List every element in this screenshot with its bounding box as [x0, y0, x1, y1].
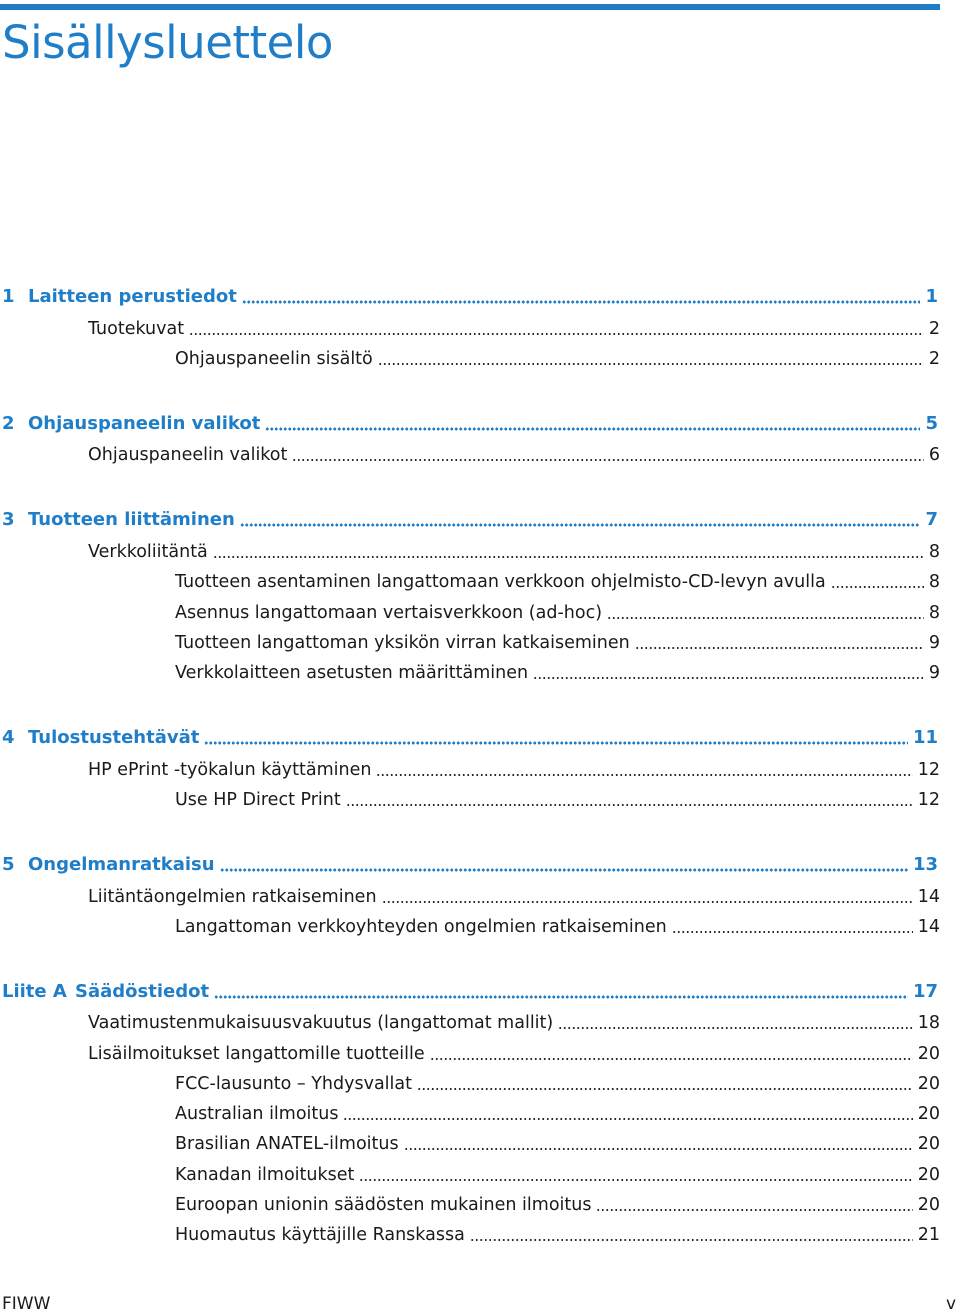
dot-leader	[213, 541, 924, 559]
dot-leader	[204, 727, 908, 745]
toc-entry-title: Tuotekuvat	[88, 319, 185, 339]
top-rule	[0, 4, 940, 10]
toc-entry-title: HP ePrint -työkalun käyttäminen	[88, 760, 372, 780]
dot-leader	[265, 413, 920, 431]
dot-leader	[378, 348, 924, 366]
toc-chapter-entry[interactable]	[2, 284, 938, 310]
toc-chapter-number: Liite A	[2, 981, 67, 1002]
toc-entry-title: FCC-lausunto – Yhdysvallat	[175, 1074, 412, 1094]
page-title: Sisällysluettelo	[2, 16, 333, 69]
dot-leader	[417, 1073, 913, 1091]
toc-page-number: 13	[912, 854, 938, 875]
footer-left: FIWW	[2, 1294, 51, 1314]
toc-entry-title: Kanadan ilmoitukset	[175, 1165, 355, 1185]
toc-entry-title: Euroopan unionin säädösten mukainen ilmoitus	[175, 1195, 592, 1215]
toc-page-number: 8	[928, 603, 940, 623]
dot-leader	[220, 854, 908, 872]
toc-entry-title: Australian ilmoitus	[175, 1104, 339, 1124]
toc-chapter-title: Laitteen perustiedot	[28, 286, 237, 307]
dot-leader	[359, 1164, 912, 1182]
toc-chapter-title: Ohjauspaneelin valikot	[28, 413, 261, 434]
toc-chapter-number: 3	[2, 509, 15, 530]
toc-entry[interactable]	[175, 1131, 940, 1157]
dot-leader	[292, 444, 923, 462]
toc-page-number: 20	[917, 1134, 940, 1154]
toc-entry[interactable]	[175, 1192, 940, 1218]
toc-chapter-title: Säädöstiedot	[75, 981, 210, 1002]
toc-page-number: 20	[917, 1044, 940, 1064]
toc-chapter-entry[interactable]	[2, 852, 938, 878]
dot-leader	[470, 1224, 913, 1242]
toc-entry-title: Huomautus käyttäjille Ranskassa	[175, 1225, 465, 1245]
toc-chapter-heading	[2, 852, 215, 878]
toc-page-number: 18	[917, 1013, 940, 1033]
dot-leader	[672, 916, 913, 934]
toc-entry-title: Tuotteen langattoman yksikön virran katkaiseminen	[175, 633, 630, 653]
toc-entry[interactable]	[175, 569, 940, 595]
dot-leader	[635, 632, 924, 650]
toc-entry[interactable]	[175, 787, 940, 813]
toc-entry[interactable]	[88, 442, 940, 468]
footer-page-number: v	[945, 1294, 956, 1314]
toc-entry[interactable]	[88, 1041, 940, 1067]
toc-page-number: 20	[917, 1104, 940, 1124]
toc-entry[interactable]	[88, 539, 940, 565]
toc-entry[interactable]	[175, 346, 940, 372]
toc-page-number: 21	[917, 1225, 940, 1245]
toc-entry-title: Ohjauspaneelin valikot	[88, 445, 288, 465]
toc-chapter-heading	[2, 979, 209, 1005]
toc-entry-title: Asennus langattomaan vertaisverkkoon (ad-hoc)	[175, 603, 603, 623]
toc-page-number: 11	[912, 727, 938, 748]
toc-entry-title: Verkkoliitäntä	[88, 542, 208, 562]
toc-page-number: 14	[917, 917, 940, 937]
dot-leader	[607, 602, 924, 620]
toc-entry[interactable]	[175, 1101, 940, 1127]
toc-chapter-number: 2	[2, 413, 15, 434]
toc-entry[interactable]	[175, 1222, 940, 1248]
toc-entry[interactable]	[175, 660, 940, 686]
dot-leader	[831, 571, 924, 589]
toc-entry[interactable]	[175, 914, 940, 940]
toc-page-number: 5	[925, 413, 938, 434]
toc-chapter-title: Ongelmanratkaisu	[28, 854, 215, 875]
toc-entry-title: Vaatimustenmukaisuusvakuutus (langattomat mallit)	[88, 1013, 554, 1033]
toc-page-number: 8	[928, 572, 940, 592]
toc-chapter-number: 5	[2, 854, 15, 875]
toc-entry[interactable]	[88, 316, 940, 342]
toc-entry-title: Ohjauspaneelin sisältö	[175, 349, 373, 369]
toc-chapter-heading	[2, 284, 237, 310]
toc-page-number: 8	[928, 542, 940, 562]
dot-leader	[533, 662, 924, 680]
toc-entry-title: Brasilian ANATEL-ilmoitus	[175, 1134, 399, 1154]
toc-chapter-heading	[2, 725, 199, 751]
dot-leader	[376, 759, 912, 777]
toc-page-number: 2	[928, 319, 940, 339]
dot-leader	[430, 1043, 913, 1061]
toc-page-number: 9	[928, 633, 940, 653]
toc-page-number: 7	[925, 509, 938, 530]
dot-leader	[404, 1133, 913, 1151]
toc-entry[interactable]	[88, 757, 940, 783]
toc-page-number: 14	[917, 887, 940, 907]
toc-entry-title: Liitäntäongelmien ratkaiseminen	[88, 887, 377, 907]
toc-entry[interactable]	[175, 630, 940, 656]
dot-leader	[382, 886, 913, 904]
toc-page-number: 20	[917, 1195, 940, 1215]
dot-leader	[343, 1103, 912, 1121]
dot-leader	[189, 318, 924, 336]
dot-leader	[240, 509, 921, 527]
toc-page-number: 12	[917, 790, 940, 810]
toc-entry[interactable]	[88, 1010, 940, 1036]
toc-chapter-title: Tulostustehtävät	[28, 727, 200, 748]
toc-chapter-title: Tuotteen liittäminen	[28, 509, 235, 530]
toc-entry[interactable]	[175, 600, 940, 626]
toc-entry-title: Tuotteen asentaminen langattomaan verkkoon ohjelmisto-CD-levyn avulla	[175, 572, 826, 592]
toc-page-number: 12	[917, 760, 940, 780]
toc-page-number: 1	[925, 286, 938, 307]
toc-chapter-heading	[2, 507, 235, 533]
toc-entry[interactable]	[175, 1162, 940, 1188]
dot-leader	[214, 981, 908, 999]
dot-leader	[242, 286, 921, 304]
toc-entry-title: Verkkolaitteen asetusten määrittäminen	[175, 663, 529, 683]
toc-chapter-entry[interactable]	[2, 411, 938, 437]
toc-entry[interactable]	[175, 1071, 940, 1097]
dot-leader	[596, 1194, 912, 1212]
toc-page-number: 9	[928, 663, 940, 683]
toc-chapter-entry[interactable]	[2, 507, 938, 533]
toc-page-number: 17	[912, 981, 938, 1002]
toc-page-number: 20	[917, 1074, 940, 1094]
dot-leader	[346, 789, 913, 807]
toc-chapter-number: 1	[2, 286, 15, 307]
toc-chapter-entry[interactable]	[2, 725, 938, 751]
toc-entry[interactable]	[88, 884, 940, 910]
toc-page-number: 20	[917, 1165, 940, 1185]
toc-entry-title: Langattoman verkkoyhteyden ongelmien ratkaiseminen	[175, 917, 667, 937]
toc-entry-title: Use HP Direct Print	[175, 790, 341, 810]
toc-entry-title: Lisäilmoitukset langattomille tuotteille	[88, 1044, 425, 1064]
toc-chapter-entry[interactable]	[2, 979, 938, 1005]
toc-page-number: 2	[928, 349, 940, 369]
toc-chapter-heading	[2, 411, 260, 437]
toc-chapter-number: 4	[2, 727, 15, 748]
dot-leader	[558, 1012, 912, 1030]
toc-page-number: 6	[928, 445, 940, 465]
